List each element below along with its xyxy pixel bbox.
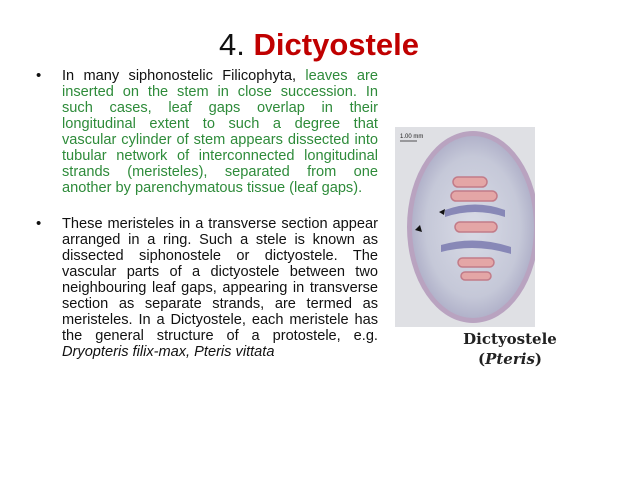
title-term: Dictyostele (253, 27, 419, 62)
bullet-2-text: These meristeles in a transverse section appear arranged in a ring. Such a stele is known as dissected siphonostele or dictyostele. The vascular parts of a dictyostele between two neighbouring leaf gaps, appearing in transverse section as separate strands, are termed as meristeles. In a Dictyostele, each meristele has the general structure of a protostele, e.g. (62, 216, 378, 344)
figure-caption (440, 329, 580, 369)
bullet-item-2 (33, 216, 378, 360)
bullet-list (33, 68, 378, 360)
dictyostele-micrograph (395, 127, 535, 327)
scale-label: 1.00 mm (400, 134, 424, 140)
bullet-1-text: In many siphonostelic Filicophyta, (62, 68, 297, 84)
caption-species: Pteris (485, 350, 535, 368)
slide-title (0, 27, 638, 63)
bullet-1-green-text: leaves are inserted on the stem in close succession. In such cases, leaf gaps overlap in their longitudinal extent to such a degree that vascular cylinder of stem appears dissected into tubular network of interconnected longitudinal strands (meristeles), separated from one another by parenchymatous tissue (leaf gaps). (62, 68, 379, 196)
title-number: 4. (219, 27, 245, 62)
caption-title: Dictyostele (463, 330, 557, 348)
bullet-2-example: Dryopteris filix-max, Pteris vittata (62, 344, 275, 360)
bullet-item-1 (33, 68, 378, 196)
caption-species-line: (Pteris) (477, 350, 543, 368)
